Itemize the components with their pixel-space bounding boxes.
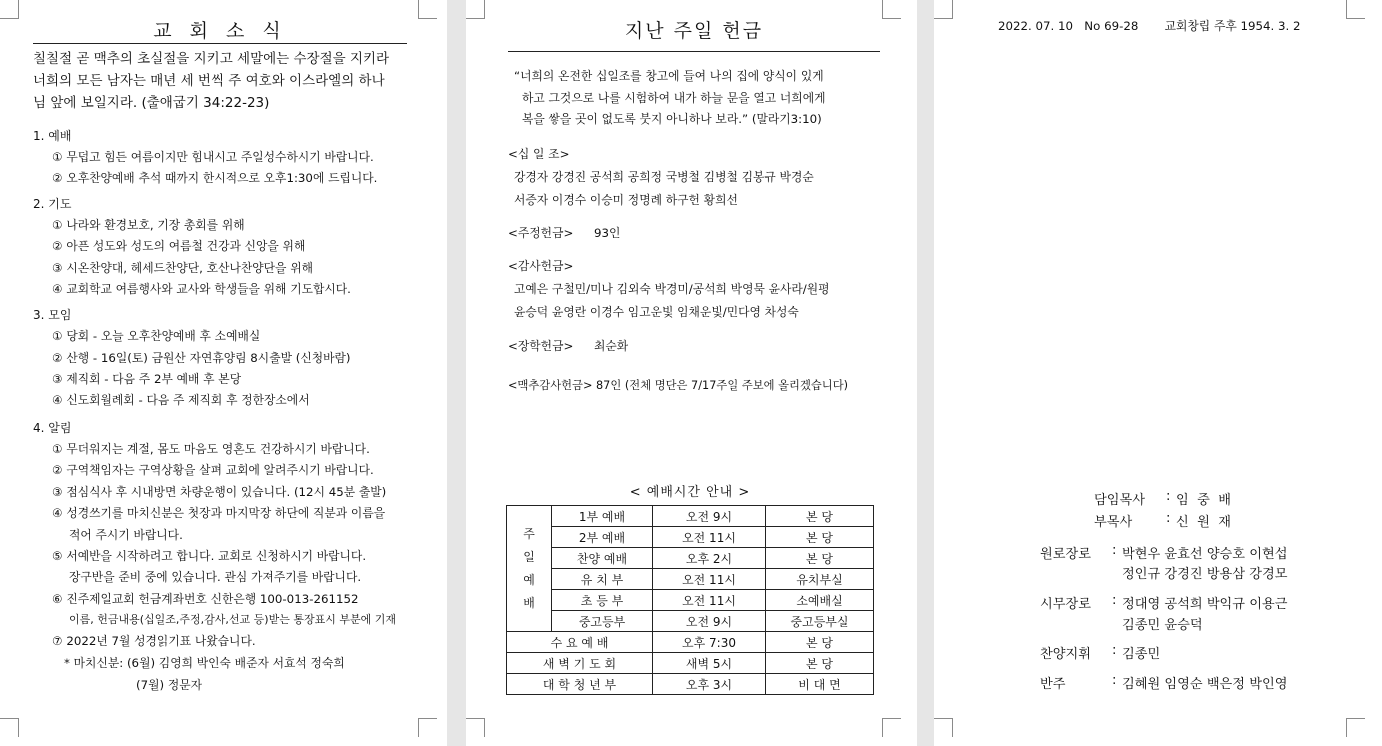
list-item-continued: 적어 주시기 바랍니다. bbox=[69, 528, 183, 542]
crop-mark bbox=[466, 718, 485, 737]
list-item: ④ 교회학교 여름행사와 교사와 학생들을 위해 기도합시다. bbox=[52, 282, 351, 296]
service-name: 초 등 부 bbox=[552, 590, 653, 611]
roster-value: 김혜원 임영순 백은정 박인영 bbox=[1122, 677, 1288, 692]
crop-mark bbox=[882, 718, 901, 737]
sunday-offering-value: 93인 bbox=[594, 226, 621, 240]
bible-completion-line: * 마치신분: (6월) 김영희 박인숙 배준자 서효석 정숙희 bbox=[64, 656, 345, 670]
service-place: 본 당 bbox=[766, 632, 874, 653]
service-time: 오전 9시 bbox=[653, 506, 766, 527]
crop-mark bbox=[1346, 718, 1365, 737]
tithe-label: <십 일 조> bbox=[508, 147, 570, 161]
crop-mark bbox=[1346, 0, 1365, 19]
table-row bbox=[507, 674, 874, 695]
page-title: 교 회 소 식 bbox=[153, 20, 287, 42]
list-item: ① 나라와 환경보호, 기장 총회를 위해 bbox=[52, 218, 245, 232]
list-item: ③ 제직회 - 다음 주 2부 예배 후 본당 bbox=[52, 372, 242, 386]
section-heading: 3. 모임 bbox=[33, 308, 72, 322]
roster-value: 김종민 윤승덕 bbox=[1122, 618, 1203, 633]
scholarship-value: 최순화 bbox=[594, 339, 629, 353]
service-place: 본 당 bbox=[766, 506, 874, 527]
table-row bbox=[507, 632, 874, 653]
section-heading: 4. 알림 bbox=[33, 421, 72, 435]
thanks-names: 윤승덕 윤영란 이경수 임고운빛 임채운빛/민다영 차성숙 bbox=[514, 305, 799, 319]
intro-line: 님 앞에 보일지라. (출애굽기 34:22-23) bbox=[33, 95, 270, 111]
service-name: 수 요 예 배 bbox=[507, 632, 653, 653]
crop-mark bbox=[0, 0, 19, 19]
crop-mark bbox=[934, 718, 953, 737]
table-row bbox=[507, 569, 874, 590]
worship-schedule-table bbox=[506, 505, 874, 695]
list-item: ① 무덥고 힘든 여름이지만 힘내시고 주일성수하시기 바랍니다. bbox=[52, 150, 374, 164]
table-row bbox=[507, 548, 874, 569]
list-item: ⑥ 진주제일교회 헌금계좌번호 신한은행 100-013-261152 bbox=[52, 592, 359, 606]
service-name: 대 학 청 년 부 bbox=[507, 674, 653, 695]
roster-label: 부목사 bbox=[1094, 515, 1133, 530]
harvest-offering-line: <맥추감사헌금> 87인 (전체 명단은 7/17주일 주보에 올리겠습니다) bbox=[508, 379, 849, 392]
service-place: 비 대 면 bbox=[766, 674, 874, 695]
title-rule bbox=[33, 43, 407, 44]
list-item-continued: 이름, 헌금내용(십일조,주정,감사,선교 등)받는 통장표시 부분에 기재 bbox=[69, 613, 396, 626]
roster-value: 신 원 재 bbox=[1176, 515, 1231, 530]
service-name: 2부 예배 bbox=[552, 527, 653, 548]
list-item: ⑦ 2022년 7월 성경읽기표 나왔습니다. bbox=[52, 634, 256, 648]
sunday-group-char: 예 bbox=[523, 572, 535, 587]
service-name: 중고등부 bbox=[552, 611, 653, 632]
roster-label: 원로장로 bbox=[1040, 547, 1091, 562]
verse-line: “너희의 온전한 십일조를 창고에 들여 나의 집에 양식이 있게 bbox=[514, 69, 824, 83]
roster-value: 정대영 공석희 박익규 이용근 bbox=[1122, 597, 1288, 612]
list-item-continued: 장구반을 준비 중에 있습니다. 관심 가져주기를 바랍니다. bbox=[69, 570, 362, 584]
roster-colon: : bbox=[1112, 673, 1117, 688]
list-item: ③ 시온찬양대, 헤세드찬양단, 호산나찬양단을 위해 bbox=[52, 261, 313, 275]
list-item: ④ 신도회월례회 - 다음 주 제직회 후 정한장소에서 bbox=[52, 393, 310, 407]
title-rule bbox=[508, 51, 880, 52]
roster-colon: : bbox=[1112, 543, 1117, 558]
table-row bbox=[507, 611, 874, 632]
bible-completion-line: (7월) 정문자 bbox=[136, 678, 203, 692]
crop-mark bbox=[418, 0, 437, 19]
list-item: ④ 성경쓰기를 마치신분은 첫장과 마지막장 하단에 직분과 이름을 bbox=[52, 506, 386, 520]
roster-value: 박현우 윤효선 양승호 이현섭 bbox=[1122, 547, 1288, 562]
scholarship-label: <장학헌금> bbox=[508, 339, 574, 353]
roster-colon: : bbox=[1112, 593, 1117, 608]
roster-value: 정인규 강경진 방용삼 강경모 bbox=[1122, 567, 1288, 582]
list-item: ① 당회 - 오늘 오후찬양예배 후 소예배실 bbox=[52, 329, 261, 343]
crop-mark bbox=[418, 718, 437, 737]
service-place: 중고등부실 bbox=[766, 611, 874, 632]
service-time: 새벽 5시 bbox=[653, 653, 766, 674]
intro-line: 칠칠절 곧 맥추의 초실절을 지키고 세말에는 수장절을 지키라 bbox=[33, 51, 390, 67]
issue-header: 2022. 07. 10 No 69-28 교회창립 주후 1954. 3. 2 bbox=[998, 19, 1301, 33]
list-item: ② 구역책임자는 구역상황을 살펴 교회에 알려주시기 바랍니다. bbox=[52, 463, 374, 477]
list-item: ⑤ 서예반을 시작하려고 합니다. 교회로 신청하시기 바랍니다. bbox=[52, 549, 367, 563]
list-item: ① 무더워지는 계절, 몸도 마음도 영혼도 건강하시기 바랍니다. bbox=[52, 442, 370, 456]
service-place: 본 당 bbox=[766, 653, 874, 674]
service-name: 찬양 예배 bbox=[552, 548, 653, 569]
service-name: 1부 예배 bbox=[552, 506, 653, 527]
service-place: 소예배실 bbox=[766, 590, 874, 611]
bulletin-page-offering bbox=[466, 0, 917, 746]
bulletin-page-news bbox=[0, 0, 447, 746]
schedule-title: < 예배시간 안내 > bbox=[629, 485, 751, 500]
crop-mark bbox=[934, 0, 953, 19]
service-place: 본 당 bbox=[766, 527, 874, 548]
roster-label: 담임목사 bbox=[1094, 493, 1145, 508]
bulletin-page-cover bbox=[934, 0, 1382, 746]
sunday-group-char: 일 bbox=[523, 549, 535, 564]
service-time: 오후 7:30 bbox=[653, 632, 766, 653]
service-time: 오전 11시 bbox=[653, 590, 766, 611]
roster-colon: : bbox=[1112, 643, 1117, 658]
service-time: 오전 11시 bbox=[653, 569, 766, 590]
crop-mark bbox=[0, 718, 19, 737]
list-item: ③ 점심식사 후 시내방면 차량운행이 있습니다. (12시 45분 출발) bbox=[52, 485, 387, 499]
service-time: 오후 2시 bbox=[653, 548, 766, 569]
service-place: 본 당 bbox=[766, 548, 874, 569]
service-place: 유치부실 bbox=[766, 569, 874, 590]
verse-line: 하고 그것으로 나를 시험하여 내가 하늘 문을 열고 너희에게 bbox=[522, 91, 826, 105]
thanks-names: 고예은 구철민/미나 김외숙 박경미/공석희 박영묵 윤사라/원평 bbox=[514, 282, 830, 296]
sunday-group-cell bbox=[507, 506, 552, 632]
tithe-names: 강경자 강경진 공석희 공희정 국병철 김병철 김봉규 박경순 bbox=[514, 170, 814, 184]
roster-colon: : bbox=[1166, 511, 1171, 526]
list-item: ② 오후찬양예배 추석 때까지 한시적으로 오후1:30에 드립니다. bbox=[52, 171, 378, 185]
roster-label: 찬양지휘 bbox=[1040, 647, 1091, 662]
crop-mark bbox=[466, 0, 485, 19]
roster-label: 시무장로 bbox=[1040, 597, 1091, 612]
section-heading: 1. 예배 bbox=[33, 129, 72, 143]
sunday-group-char: 배 bbox=[523, 595, 535, 610]
list-item: ② 아픈 성도와 성도의 여름철 건강과 신앙을 위해 bbox=[52, 239, 306, 253]
roster-value: 김종민 bbox=[1122, 647, 1161, 662]
service-time: 오전 11시 bbox=[653, 527, 766, 548]
section-heading: 2. 기도 bbox=[33, 197, 72, 211]
page-title: 지난 주일 헌금 bbox=[624, 20, 764, 42]
service-name: 유 치 부 bbox=[552, 569, 653, 590]
service-name: 새 벽 기 도 회 bbox=[507, 653, 653, 674]
table-row bbox=[507, 506, 874, 527]
sunday-offering-label: <주정헌금> bbox=[508, 226, 574, 240]
roster-value: 임 중 배 bbox=[1176, 493, 1231, 508]
intro-line: 너희의 모든 남자는 매년 세 번씩 주 여호와 이스라엘의 하나 bbox=[33, 73, 385, 89]
roster-colon: : bbox=[1166, 489, 1171, 504]
table-row bbox=[507, 653, 874, 674]
roster-label: 반주 bbox=[1040, 677, 1066, 692]
crop-mark bbox=[882, 0, 901, 19]
table-row bbox=[507, 527, 874, 548]
sunday-group-char: 주 bbox=[523, 526, 535, 541]
table-row bbox=[507, 590, 874, 611]
verse-line: 복을 쌓을 곳이 없도록 붓지 아니하나 보라.” (말라기3:10) bbox=[522, 112, 822, 126]
service-time: 오후 3시 bbox=[653, 674, 766, 695]
service-time: 오전 9시 bbox=[653, 611, 766, 632]
thanks-offering-label: <감사헌금> bbox=[508, 259, 574, 273]
tithe-names: 서증자 이경수 이승미 정명례 하구헌 황희선 bbox=[514, 193, 738, 207]
list-item: ② 산행 - 16일(토) 금원산 자연휴양림 8시출발 (신청바람) bbox=[52, 351, 351, 365]
